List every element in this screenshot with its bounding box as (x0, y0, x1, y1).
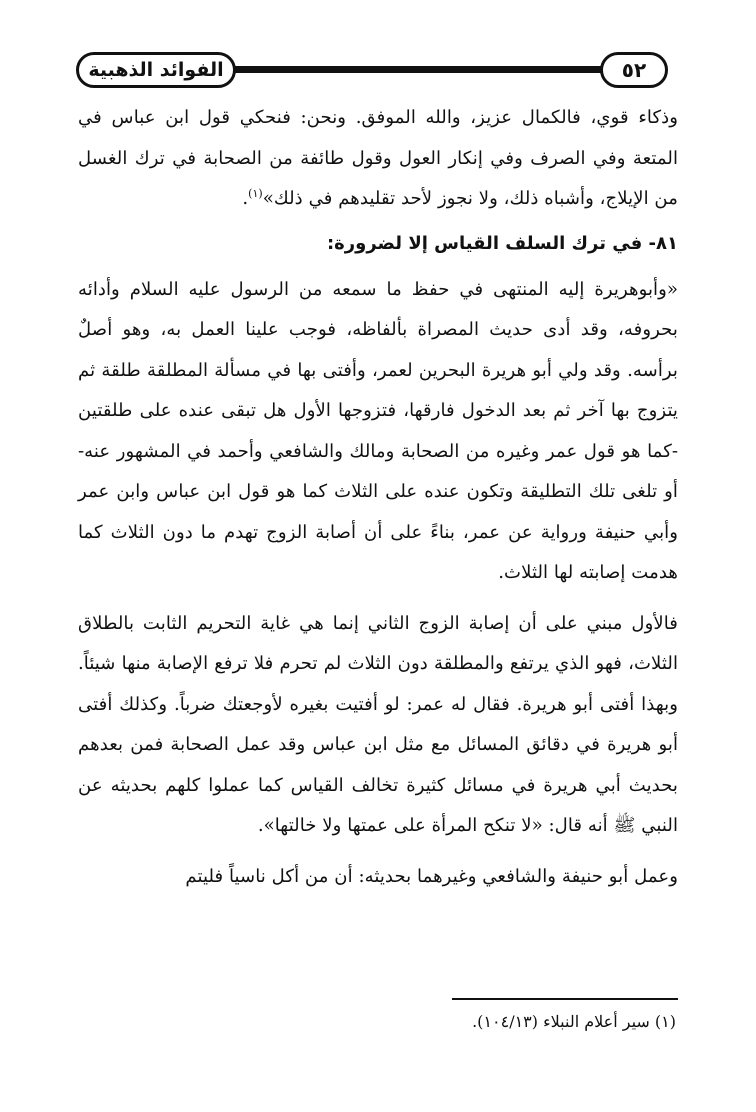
paragraph-1: «وأبوهريرة إليه المنتهى في حفظ ما سمعه من الرسول عليه السلام وأدائه بحروفه، وقد أدى حديث المصراة بألفاظه، فوجب علينا العمل به، وهو أصلٌ برأسه. وقد ولي أبو هريرة البحرين لعمر، وأفتى بها في مسألة المطلقة طلقة ثم يتزوج بها آخر ثم بعد الدخول فارقها، فتزوجها الأول هل تبقى عنده على طلقتين -كما هو قول عمر وغيره من الصحابة ومالك والشافعي وأحمد في المشهور عنه- أو تلغى تلك التطليقة وتكون عنده على الثلاث كما هو قول ابن عباس وابن عمر وأبي حنيفة ورواية عن عمر، بناءً على أن أصابة الزوج تهدم ما دون الثلاث كما هدمت إصابته لها الثلاث. (78, 278, 678, 583)
intro-paragraph (78, 98, 678, 220)
paragraph-2: فالأول مبني على أن إصابة الزوج الثاني إنما هي غاية التحريم الثابت بالطلاق الثلاث، فهو الذي يرتفع والمطلقة دون الثلاث لم تحرم فلا ترفع الإصابة منها شيئاً. وبهذا أفتى أبو هريرة. فقال له عمر: لو أفتيت بغيره لأوجعتك ضرباً. وكذلك أفتى أبو هريرة في دقائق المسائل مع مثل ابن عباس وقد عمل الصحابة فمن بعدهم بحديث أبي هريرة في مسائل كثيرة تخالف القياس كما عملوا كلهم بحديثه عن النبي ﷺ أنه قال: «لا تنكح المرأة على عمتها ولا خالتها». (78, 612, 678, 836)
header-rule (222, 66, 604, 73)
intro-text: وذكاء قوي، فالكمال عزيز، والله الموفق. ونحن: فنحكي قول ابن عباس في المتعة وفي الصرف وفي إنكار العول وقول طائفة من الصحابة في ترك الغسل من الإيلاج، وأشباه ذلك، ولا نجوز لأحد تقليدهم في ذلك» (78, 107, 678, 209)
page-header (72, 48, 672, 94)
main-text (78, 98, 678, 907)
footnote: (١) سير أعلام النبلاء (١٠٤/١٣). (472, 1012, 676, 1031)
page-number: ٥٢ (600, 52, 668, 88)
intro-end: . (242, 188, 249, 209)
footnote-reference[interactable]: (١) (248, 186, 263, 200)
paragraph-3: وعمل أبو حنيفة والشافعي وغيرهما بحديثه: أن من أكل ناسياً فليتم (185, 865, 678, 887)
book-title: الفوائد الذهبية (76, 52, 236, 88)
section-heading: ٨١- في ترك السلف القياس إلا لضرورة: (326, 232, 678, 254)
footnote-separator (452, 998, 678, 1000)
